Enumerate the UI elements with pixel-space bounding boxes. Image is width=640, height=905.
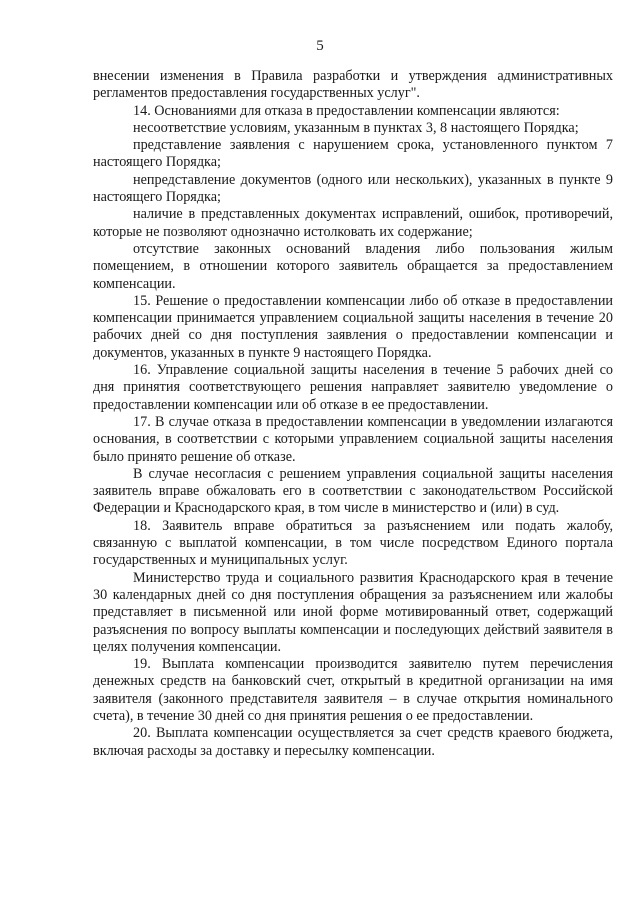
paragraph-refusal-reason: несоответствие условиям, указанным в пунктах 3, 8 настоящего Порядка; xyxy=(133,119,579,136)
paragraph-item-15: 15. Решение о предоставлении компенсации либо об отказе в предоставлении компенсации принимается управлением социальной защиты населения в течение 20 рабочих дней со дня поступления заявления о предоставлении компенсации и документов, указанных в пункте 9 настоящего Порядка. xyxy=(93,292,613,361)
paragraph-appeal: В случае несогласия с решением управления социальной защиты населения заявитель вправе обжаловать его в соответствии с законодательством Российской Федерации и Краснодарского края, в том числе в министерство и (или) в суд. xyxy=(93,465,613,517)
page-number: 5 xyxy=(316,38,324,54)
paragraph-refusal-reason: отсутствие законных оснований владения либо пользования жилым помещением, в отношении которого заявитель обращается за предоставлением компенсации. xyxy=(93,240,613,292)
paragraph-item-20: 20. Выплата компенсации осуществляется за счет средств краевого бюджета, включая расходы за доставку и пересылку компенсации. xyxy=(93,725,613,759)
paragraph-item-19: 19. Выплата компенсации производится заявителю путем перечисления денежных средств на банковский счет, открытый в кредитной организации на имя заявителя (законного представителя заявителя – в случае открытия номинального счета), в течение 30 дней со дня принятия решения о ее предоставлении. xyxy=(93,656,613,724)
paragraph-ministry-response: Министерство труда и социального развития Краснодарского края в течение 30 календарных дней со дня поступления обращения за разъяснением или жалобы представляет в письменной или иной форме мотивированный ответ, содержащий разъяснения по вопросу выплаты компенсации и последующих действий заявителя в целях получения компенсации. xyxy=(93,569,613,655)
paragraph-item-16: 16. Управление социальной защиты населения в течение 5 рабочих дней со дня принятия соответствующего решения направляет заявителю уведомление о предоставлении компенсации или об отказе в ее предоставлении. xyxy=(93,362,613,413)
paragraph-item-14: 14. Основаниями для отказа в предоставлении компенсации являются: xyxy=(133,102,560,119)
document-body xyxy=(93,68,613,760)
paragraph-refusal-reason: представление заявления с нарушением срока, установленного пунктом 7 настоящего Порядка; xyxy=(93,137,613,171)
paragraph-refusal-reason: непредставление документов (одного или нескольких), указанных в пункте 9 настоящего Порядка; xyxy=(93,171,613,206)
paragraph-item-18: 18. Заявитель вправе обратиться за разъяснением или подать жалобу, связанную с выплатой компенсации, в том числе посредством Единого портала государственных и муниципальных услуг. xyxy=(93,517,613,569)
paragraph-item-17: 17. В случае отказа в предоставлении компенсации в уведомлении излагаются основания, в соответствии с которыми управлением социальной защиты населения было принято решение об отказе. xyxy=(93,413,613,465)
paragraph-refusal-reason: наличие в представленных документах исправлений, ошибок, противоречий, которые не позволяют однозначно истолковать их содержание; xyxy=(93,206,613,240)
paragraph-continuation: внесении изменения в Правила разработки и утверждения административных регламентов предоставления государственных услуг". xyxy=(93,68,613,102)
